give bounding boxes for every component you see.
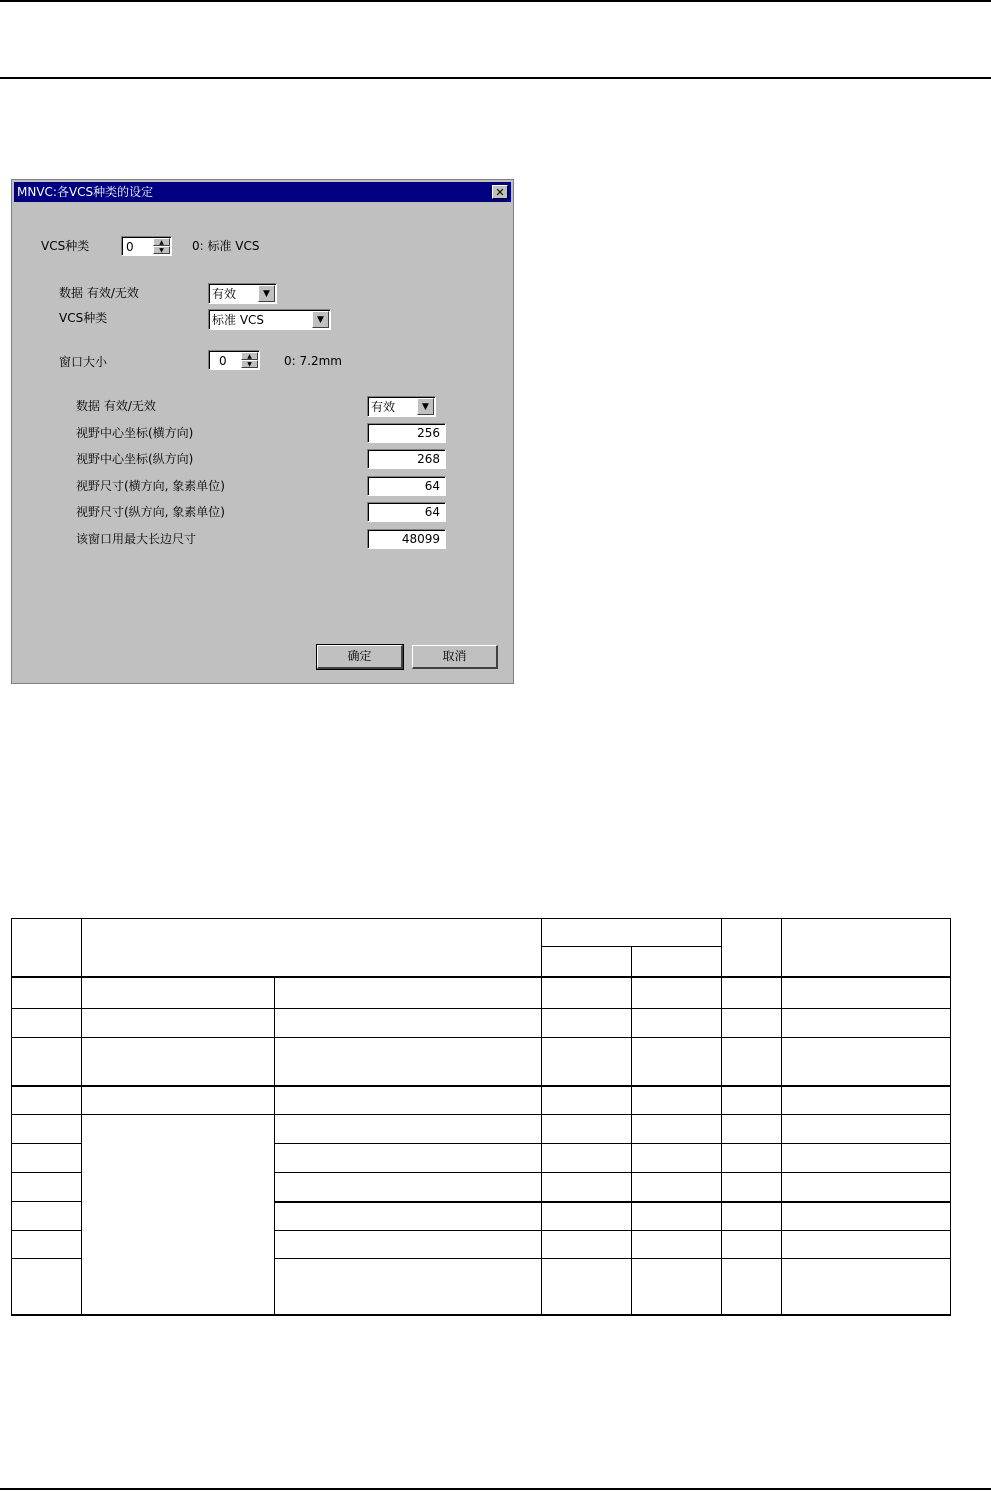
window-data-valid-select[interactable] xyxy=(367,396,436,417)
dialog-title: MNVC:各VCS种类的设定 xyxy=(17,185,154,199)
vcs-kind-selected: 标准 VCS xyxy=(212,313,265,327)
dropdown-arrow-icon[interactable]: ▼ xyxy=(417,398,434,415)
table-line xyxy=(11,1037,951,1038)
table-line xyxy=(11,1230,81,1231)
table-line xyxy=(81,918,82,1316)
spin-up-icon[interactable]: ▲ xyxy=(153,238,170,246)
table-line xyxy=(274,1258,951,1259)
table-line xyxy=(274,1230,951,1231)
footer-rule xyxy=(0,1488,991,1490)
size-y-field[interactable]: 64 xyxy=(367,502,446,522)
dropdown-arrow-icon[interactable]: ▼ xyxy=(312,311,329,328)
spin-down-icon[interactable]: ▼ xyxy=(241,360,258,368)
table-border xyxy=(950,918,951,1316)
vcs-type-spinner[interactable] xyxy=(121,236,172,256)
table-line xyxy=(721,918,722,1316)
center-y-label: 视野中心坐标(纵方向) xyxy=(76,452,194,466)
vcs-kind-select[interactable] xyxy=(208,309,331,330)
window-size-spinner[interactable] xyxy=(208,350,260,370)
table-line xyxy=(781,918,782,1316)
table-line xyxy=(11,1172,81,1173)
table-line xyxy=(274,1143,951,1144)
table-line xyxy=(11,1008,951,1009)
table-line xyxy=(11,1258,81,1259)
vcs-type-value: 0 xyxy=(126,240,134,254)
table-line xyxy=(274,978,275,1316)
header-rule xyxy=(0,77,991,79)
size-x-field[interactable]: 64 xyxy=(367,476,446,496)
center-x-label: 视野中心坐标(横方向) xyxy=(76,426,194,440)
center-y-field[interactable]: 268 xyxy=(367,449,446,469)
ok-button[interactable]: 确定 xyxy=(317,645,403,669)
data-valid-label: 数据 有效/无效 xyxy=(59,286,139,300)
window-data-valid-label: 数据 有效/无效 xyxy=(76,399,156,413)
table-line xyxy=(11,1114,951,1115)
close-icon: ✕ xyxy=(495,186,505,199)
window-size-label: 窗口大小 xyxy=(59,355,108,369)
size-x-label: 视野尺寸(横方向, 象素单位) xyxy=(76,479,225,493)
table-line xyxy=(274,1172,951,1173)
table-line xyxy=(274,1201,951,1203)
table-border xyxy=(11,918,951,919)
cancel-button[interactable]: 取消 xyxy=(412,645,498,669)
vcs-type-label: VCS种类 xyxy=(41,239,90,253)
table-line xyxy=(11,1143,81,1144)
vcs-settings-dialog xyxy=(11,179,514,684)
close-button[interactable] xyxy=(492,185,508,199)
size-y-label: 视野尺寸(纵方向, 象素单位) xyxy=(76,505,225,519)
table-line xyxy=(541,918,542,1316)
center-x-field[interactable]: 256 xyxy=(367,423,446,443)
table-border xyxy=(11,1314,951,1316)
table-line xyxy=(11,1201,81,1202)
dropdown-arrow-icon[interactable]: ▼ xyxy=(258,285,275,302)
table-header-rule xyxy=(11,976,951,978)
vcs-type-description: 0: 标准 VCS xyxy=(192,239,260,253)
vcs-kind-label: VCS种类 xyxy=(59,311,108,325)
spin-down-icon[interactable]: ▼ xyxy=(153,246,170,254)
max-edge-label: 该窗口用最大长边尺寸 xyxy=(76,532,197,546)
table-border xyxy=(11,918,12,1316)
dialog-titlebar[interactable] xyxy=(14,182,511,202)
data-valid-select[interactable] xyxy=(208,283,277,304)
window-size-description: 0: 7.2mm xyxy=(284,354,342,368)
table-line xyxy=(11,1085,951,1087)
window-data-valid-selected: 有效 xyxy=(371,400,396,414)
max-edge-field[interactable]: 48099 xyxy=(367,529,446,549)
table-line xyxy=(631,946,632,1316)
spin-up-icon[interactable]: ▲ xyxy=(241,352,258,360)
top-rule xyxy=(0,0,991,2)
window-size-value: 0 xyxy=(219,354,227,368)
data-valid-selected: 有效 xyxy=(212,287,237,301)
